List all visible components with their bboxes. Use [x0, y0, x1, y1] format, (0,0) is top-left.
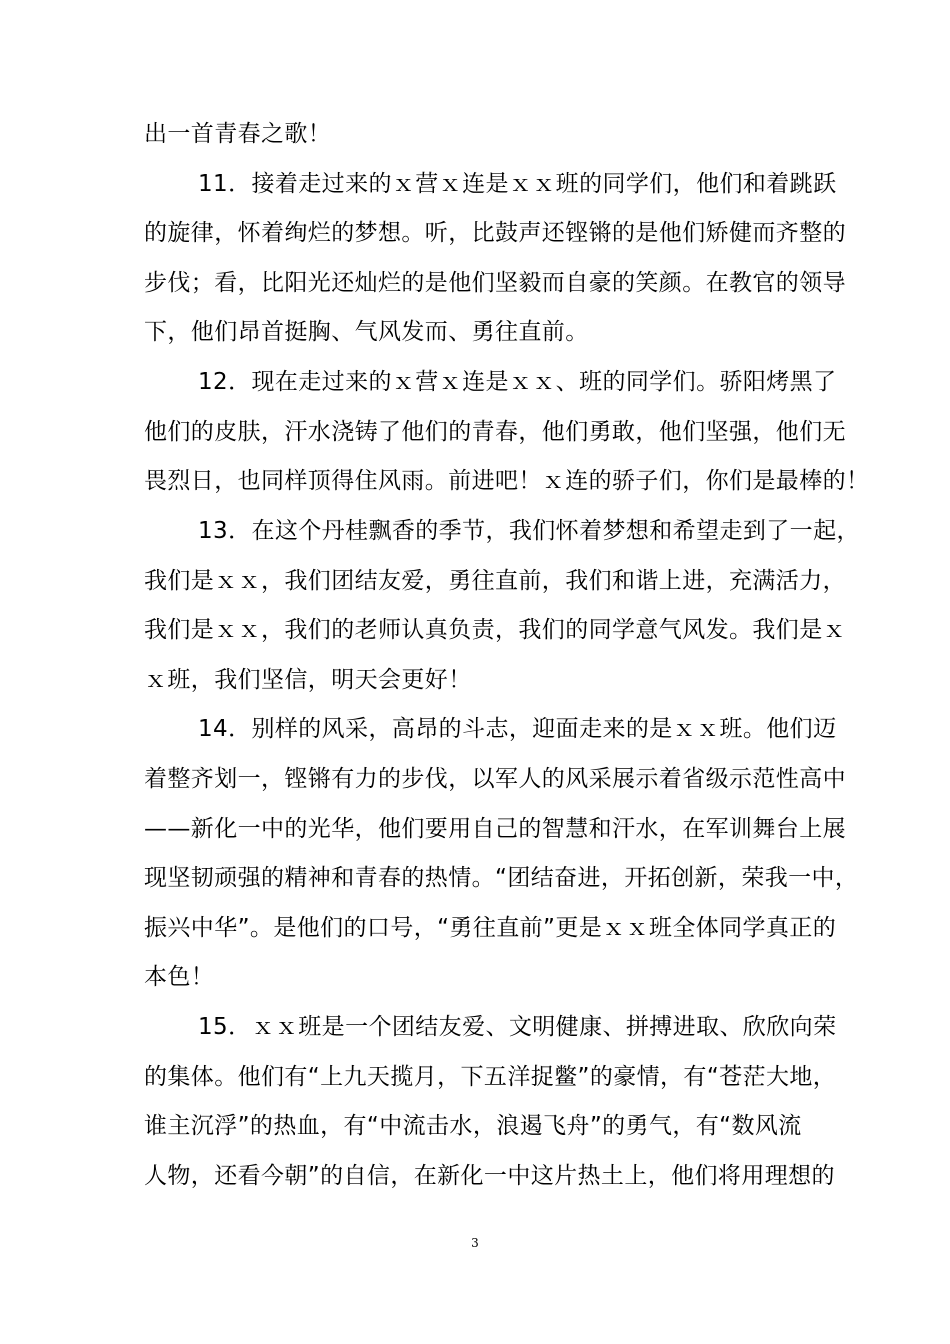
paragraph-line: 人物，还看今朝”的自信，在新化一中这片热土上，他们将用理想的	[144, 1163, 835, 1189]
paragraph-line: 现坚韧顽强的精神和青春的热情。“团结奋进，开拓创新，荣我一中，	[144, 865, 859, 891]
paragraph-line: 的集体。他们有“上九天揽月，下五洋捉鳖”的豪情，有“苍茫大地，	[144, 1064, 837, 1090]
paragraph-line: 畏烈日，也同样顶得住风雨。前进吧！ｘ连的骄子们，你们是最棒的！	[144, 468, 870, 494]
paragraph-line: 着整齐划一，铿锵有力的步伐，以军人的风采展示着省级示范性高中	[144, 766, 846, 792]
paragraph-line: 振兴中华”。是他们的口号，“勇往直前”更是ｘｘ班全体同学真正的	[144, 915, 837, 941]
paragraph-line: ｘ班，我们坚信，明天会更好！	[144, 667, 472, 693]
paragraph-line: 13．在这个丹桂飘香的季节，我们怀着梦想和希望走到了一起，	[198, 518, 860, 544]
paragraph-line: 我们是ｘｘ，我们的老师认真负责，我们的同学意气风发。我们是ｘ	[144, 617, 846, 643]
paragraph-line: 12．现在走过来的ｘ营ｘ连是ｘｘ、班的同学们。骄阳烤黑了	[198, 369, 837, 395]
paragraph-line: 我们是ｘｘ，我们团结友爱，勇往直前，我们和谐上进，充满活力，	[144, 568, 846, 594]
paragraph-line: 11．接着走过来的ｘ营ｘ连是ｘｘ班的同学们，他们和着跳跃	[198, 171, 837, 197]
page-number: 3	[471, 1236, 479, 1250]
paragraph-line: 下，他们昂首挺胸、气风发而、勇往直前。	[144, 319, 589, 345]
paragraph-line: 谁主沉浮”的热血，有“中流击水，浪遏飞舟”的勇气，有“数风流	[144, 1113, 802, 1139]
paragraph-line: ——新化一中的光华，他们要用自己的智慧和汗水，在军训舞台上展	[144, 816, 846, 842]
paragraph-line: 本色！	[144, 964, 215, 990]
paragraph-line: 他们的皮肤，汗水浇铸了他们的青春，他们勇敢，他们坚强，他们无	[144, 419, 846, 445]
paragraph-line: 的旋律，怀着绚烂的梦想。听，比鼓声还铿锵的是他们矫健而齐整的	[144, 220, 846, 246]
paragraph-line: 步伐；看，比阳光还灿烂的是他们坚毅而自豪的笑颜。在教官的领导	[144, 270, 846, 296]
paragraph-line: 出一首青春之歌！	[144, 121, 332, 147]
paragraph-line: 15．ｘｘ班是一个团结友爱、文明健康、拼搏进取、欣欣向荣	[198, 1014, 837, 1040]
paragraph-line: 14．别样的风采，高昂的斗志，迎面走来的是ｘｘ班。他们迈	[198, 716, 837, 742]
